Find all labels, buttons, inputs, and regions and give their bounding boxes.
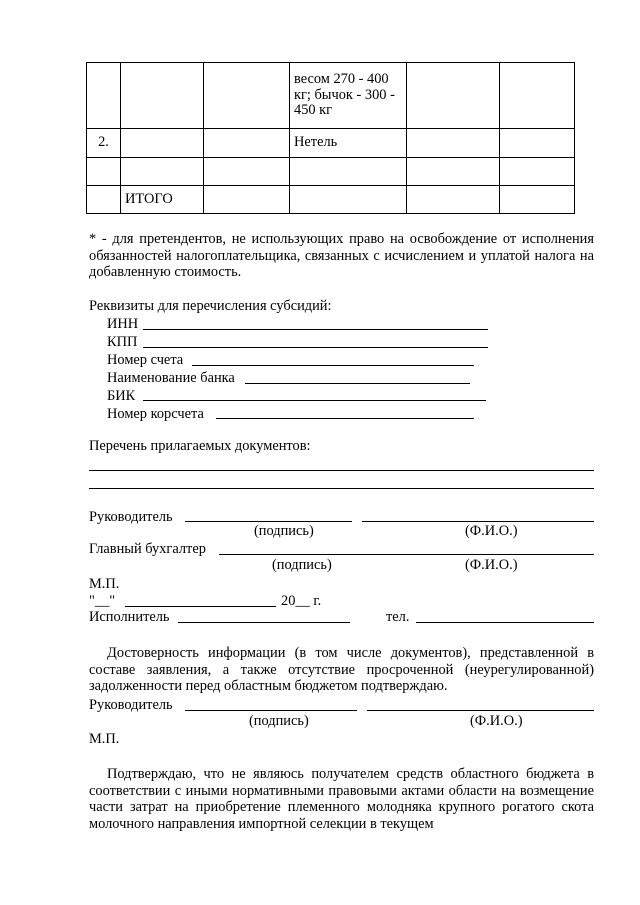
requisites-title: Реквизиты для перечисления субсидий: [89, 298, 332, 314]
account-number-label: Номер счета [107, 352, 184, 368]
bik-label: БИК [107, 388, 136, 404]
name-hint: (Ф.И.О.) [465, 557, 518, 573]
head-label: Руководитель [89, 697, 173, 713]
stamp-label: М.П. [89, 576, 120, 592]
name-hint: (Ф.И.О.) [465, 523, 518, 539]
head-name-field[interactable] [367, 710, 594, 711]
inn-label: ИНН [107, 316, 139, 332]
table-cell-heifer: Нетель [290, 129, 407, 158]
subsidy-table [86, 62, 575, 214]
stamp-label: М.П. [89, 731, 120, 747]
table-row-number: 2. [87, 129, 121, 158]
table-row-total [87, 186, 575, 214]
phone-label: тел. [386, 609, 410, 625]
bank-name-field[interactable] [245, 383, 470, 384]
head-label: Руководитель [89, 509, 173, 525]
name-hint: (Ф.И.О.) [470, 713, 523, 729]
account-number-field[interactable] [192, 365, 474, 366]
corr-account-field[interactable] [216, 418, 474, 419]
table-row [87, 158, 575, 186]
signature-hint: (подпись) [254, 523, 314, 539]
table-row [87, 129, 575, 158]
documents-list-title: Перечень прилагаемых документов: [89, 438, 311, 454]
signature-hint: (подпись) [249, 713, 309, 729]
date-year: 20__ г. [281, 593, 322, 609]
date-month-field[interactable] [125, 606, 276, 607]
chief-accountant-name-field[interactable] [303, 554, 594, 555]
head-name-field[interactable] [362, 521, 594, 522]
confirmation-paragraph: Достоверность информации (в том числе документов), представленной в составе заявления, а также отсутствие просроченной (неурегулированной) задолженности перед областным бюджетом подтверждаю. [89, 645, 594, 694]
kpp-label: КПП [107, 334, 138, 350]
executor-field[interactable] [178, 622, 350, 623]
inn-field[interactable] [143, 329, 488, 330]
head-signature-field[interactable] [185, 710, 357, 711]
documents-list-line[interactable] [89, 470, 594, 471]
phone-field[interactable] [416, 622, 594, 623]
head-signature-field[interactable] [185, 521, 352, 522]
corr-account-label: Номер корсчета [107, 406, 204, 422]
non-recipient-paragraph: Подтверждаю, что не являюсь получателем средств областного бюджета в соответствии с иными нормативными правовыми актами области на возмещение части затрат на приобретение племенного молодняка крупного рогатого скота молочного направления импортной селекции в текущем [89, 766, 594, 832]
kpp-field[interactable] [143, 347, 488, 348]
bank-name-label: Наименование банка [107, 370, 235, 386]
table-total-label: ИТОГО [121, 186, 204, 214]
executor-label: Исполнитель [89, 609, 170, 625]
table-cell-weight: весом 270 - 400 кг; бычок - 300 - 450 кг [290, 63, 407, 129]
date-day: "__" [89, 593, 116, 609]
table-row [87, 63, 575, 129]
footnote: * - для претендентов, не использующих право на освобождение от исполнения обязанностей налогоплательщика, связанных с исчислением и уплатой налога на добавленную стоимость. [89, 231, 594, 280]
chief-accountant-signature-field[interactable] [219, 554, 303, 555]
documents-list-line[interactable] [89, 488, 594, 489]
signature-hint: (подпись) [272, 557, 332, 573]
chief-accountant-label: Главный бухгалтер [89, 541, 206, 557]
bik-field[interactable] [143, 400, 486, 401]
